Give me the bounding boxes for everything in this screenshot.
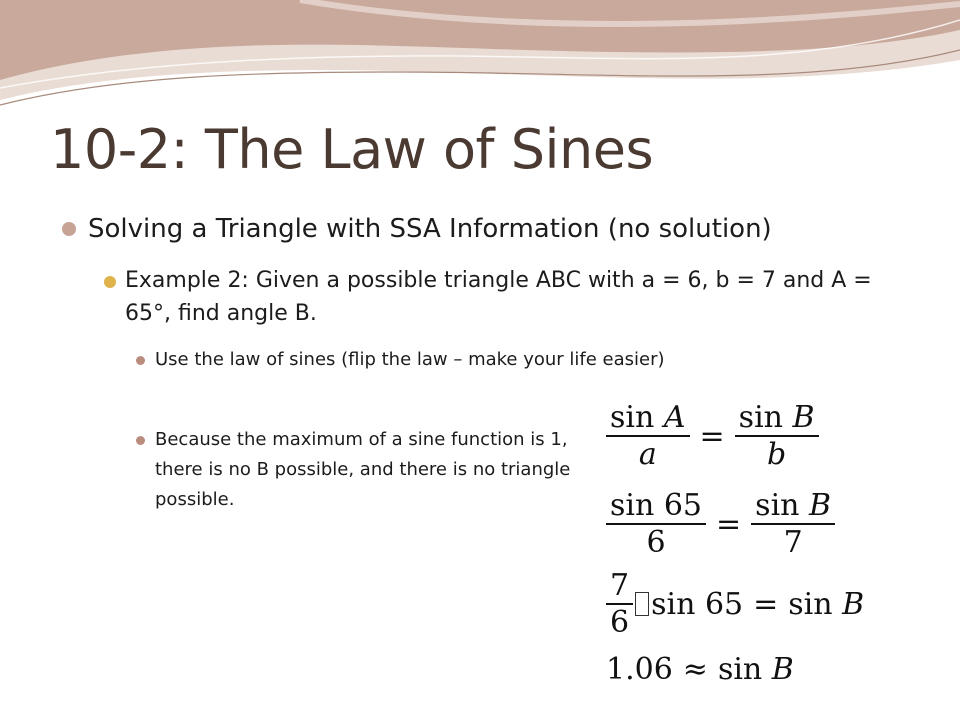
bullet-level2 (104, 264, 894, 330)
equation-substituted (606, 488, 835, 560)
fraction-seven-sixths (606, 568, 633, 640)
bullet-dot-icon (104, 276, 116, 288)
middle-term: sin 65 (651, 586, 744, 622)
left-term: 1.06 (606, 652, 673, 687)
bullet-dot-icon (136, 436, 145, 445)
numerator: 7 (610, 568, 630, 603)
fraction-right (735, 400, 819, 472)
numerator: sin 65 (610, 488, 703, 523)
denominator: 6 (610, 605, 630, 640)
slide-title: 10-2: The Law of Sines (50, 118, 654, 181)
equals-sign: = (753, 586, 779, 622)
header-swoosh-decoration (0, 0, 960, 120)
bullet-text-conclusion: Because the maximum of a sine function is 1, there is no B possible, and there is no triangle possible. (155, 429, 571, 510)
bullet-level1 (62, 212, 922, 246)
bullet-dot-icon (62, 222, 76, 236)
denominator: b (767, 437, 787, 472)
denominator: a (638, 437, 657, 472)
right-term: sin B (717, 652, 794, 687)
bullet-text-example: Example 2: Given a possible triangle ABC with a = 6, b = 7 and A = 65°, find angle B. (125, 268, 872, 326)
fraction-left (606, 488, 706, 560)
equals-sign: = (699, 418, 725, 454)
right-term: sin B (788, 586, 865, 622)
equals-sign: = (716, 506, 742, 542)
numerator: sin A (610, 400, 686, 435)
equation-result (606, 652, 794, 687)
bullet-level3-conclusion (136, 425, 576, 515)
bullet-level3-law (136, 345, 856, 375)
fraction-left (606, 400, 690, 472)
numerator: sin B (738, 400, 815, 435)
equation-law-of-sines (606, 400, 819, 472)
fraction-right (751, 488, 835, 560)
bullet-text-law: Use the law of sines (flip the law – make your life easier) (155, 349, 665, 370)
numerator: sin B (755, 488, 832, 523)
bullet-text-ssa: Solving a Triangle with SSA Information (no solution) (88, 214, 772, 244)
missing-glyph-icon (635, 592, 649, 616)
bullet-dot-icon (136, 356, 145, 365)
approx-sign: ≈ (682, 652, 708, 687)
denominator: 6 (646, 525, 666, 560)
equation-solve-for-sinB (606, 568, 864, 640)
denominator: 7 (783, 525, 803, 560)
